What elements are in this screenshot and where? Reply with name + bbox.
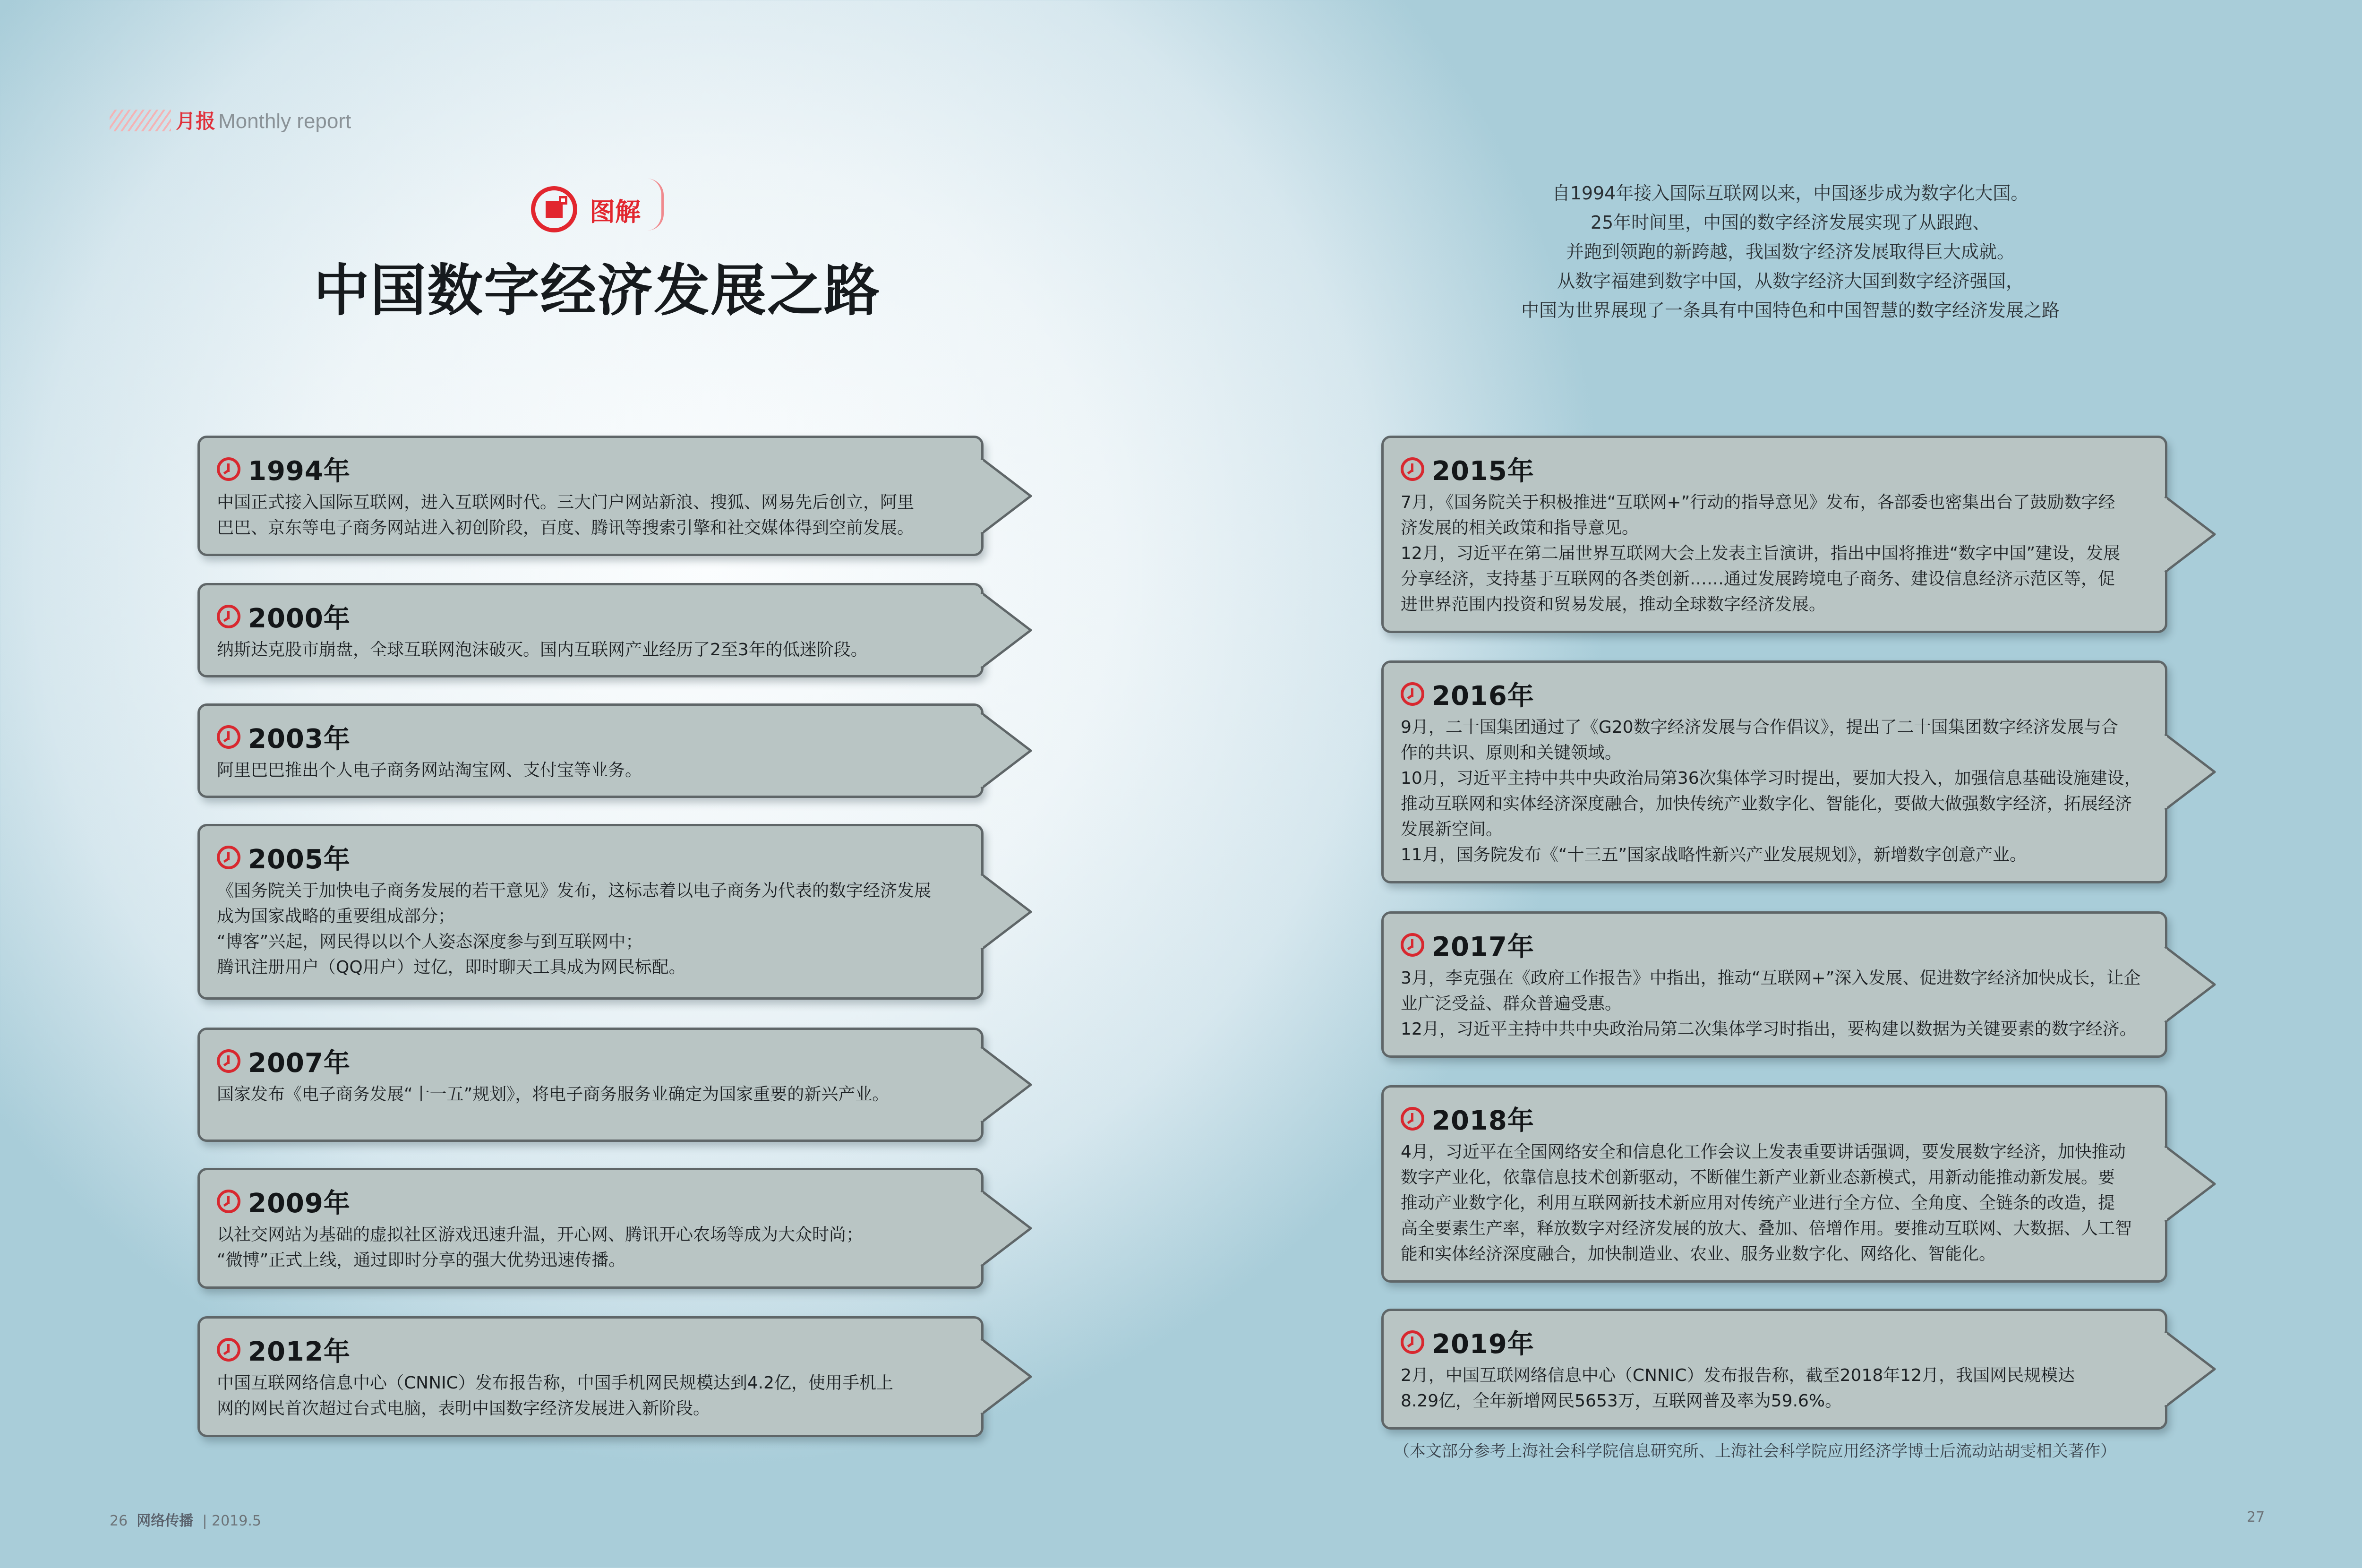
clock-icon (217, 605, 240, 628)
year-row (1401, 1100, 1534, 1138)
clock-icon (217, 1338, 240, 1362)
card-pointer-arrow (981, 1047, 1033, 1122)
timeline-card-2015 (1381, 436, 2167, 633)
event-description (217, 1222, 962, 1273)
event-line: 数字产业化，依靠信息技术创新驱动，不断催生新产业新业态新模式，用新动能推动新发展。要 (1401, 1168, 2115, 1187)
year-row (217, 1182, 351, 1220)
event-line: 中国互联网络信息中心（CNNIC）发布报告称，中国手机网民规模达到4.2亿，使用手机上 (217, 1373, 894, 1393)
infographic-icon (531, 186, 577, 232)
event-line: 国家发布《电子商务发展“十一五”规划》，将电子商务服务业确定为国家重要的新兴产业。 (217, 1085, 890, 1104)
card-pointer-arrow (981, 1339, 1033, 1414)
clock-icon (217, 725, 240, 749)
year-row (217, 718, 351, 756)
year-row (1401, 450, 1534, 488)
year-row (1401, 926, 1534, 964)
event-description (217, 758, 962, 783)
event-line: 发展新空间。 (1401, 820, 1503, 839)
event-line: 3月，李克强在《政府工作报告》中指出，推动“互联网+”深入发展、促进数字经济加快成长，让企 (1401, 968, 2141, 988)
timeline-card-2009 (197, 1168, 984, 1289)
card-pointer-arrow (981, 874, 1033, 950)
event-description (217, 1082, 962, 1107)
intro-line: 25年时间里，中国的数字经济发展实现了从跟跑、 (1590, 212, 1991, 233)
event-line: “博客”兴起，网民得以以个人姿态深度参与到互联网中； (217, 932, 643, 951)
event-line: 12月，习近平在第二届世界互联网大会上发表主旨演讲，指出中国将推进“数字中国”建设，发展 (1401, 544, 2121, 563)
event-description (1401, 490, 2146, 617)
event-line: 业广泛受益、群众普遍受惠。 (1401, 994, 1622, 1013)
year-label: 2007年 (248, 1048, 351, 1079)
clock-icon (217, 1049, 240, 1073)
event-line: 4月，习近平在全国网络安全和信息化工作会议上发表重要讲话强调，要发展数字经济，加快推动 (1401, 1142, 2126, 1162)
event-line: 推动产业数字化，利用互联网新技术新应用对传统产业进行全方位、全角度、全链条的改造，提 (1401, 1193, 2115, 1213)
event-line: 推动互联网和实体经济深度融合，加快传统产业数字化、智能化，要做大做强数字经济，拓展经济 (1401, 794, 2132, 814)
clock-icon (217, 846, 240, 869)
year-row (217, 450, 351, 488)
issue-number: 2019.5 (211, 1513, 261, 1529)
event-line: 以社交网站为基础的虚拟社区游戏迅速升温，开心网、腾讯开心农场等成为大众时尚； (217, 1225, 864, 1244)
event-line: 进世界范围内投资和贸易发展，推动全球数字经济发展。 (1401, 595, 1826, 614)
timeline-card-2016 (1381, 660, 2167, 883)
header-stripes (110, 110, 171, 131)
timeline-card-2003 (197, 703, 984, 798)
event-line: 网的网民首次超过台式电脑，表明中国数字经济发展进入新阶段。 (217, 1399, 710, 1418)
timeline-card-2007 (197, 1028, 984, 1142)
page-number-right: 27 (2247, 1509, 2265, 1525)
event-line: 阿里巴巴推出个人电子商务网站淘宝网、支付宝等业务。 (217, 761, 642, 780)
event-line: 巴巴、京东等电子商务网站进入初创阶段，百度、腾讯等搜索引擎和社交媒体得到空前发展。 (217, 518, 915, 538)
card-pointer-arrow (981, 1191, 1033, 1266)
intro-line: 自1994年接入国际互联网以来，中国逐步成为数字化大国。 (1552, 183, 2029, 204)
event-line: 济发展的相关政策和指导意见。 (1401, 518, 1639, 538)
year-row (1401, 1323, 1534, 1361)
event-description (1401, 966, 2146, 1042)
clock-icon (1401, 457, 1424, 481)
timeline-card-2000 (197, 583, 984, 677)
year-row (217, 1331, 351, 1369)
section-label-en: Monthly report (218, 110, 351, 133)
year-label: 2009年 (248, 1188, 351, 1219)
page-number-left: 26 (110, 1513, 128, 1529)
event-description (1401, 1363, 2146, 1414)
event-line: 能和实体经济深度融合，加快制造业、农业、服务业数字化、网络化、智能化。 (1401, 1244, 1996, 1264)
badge-label: 图解 (590, 197, 641, 227)
intro-line: 中国为世界展现了一条具有中国特色和中国智慧的数字经济发展之路 (1521, 300, 2060, 321)
timeline-card-1994 (197, 436, 984, 556)
intro-line: 从数字福建到数字中国，从数字经济大国到数字经济强国， (1557, 271, 2024, 291)
clock-icon (217, 1190, 240, 1213)
event-line: 中国正式接入国际互联网，进入互联网时代。三大门户网站新浪、搜狐、网易先后创立，阿里 (217, 493, 915, 512)
year-label: 2019年 (1432, 1329, 1534, 1360)
event-line: 分享经济，支持基于互联网的各类创新……通过发展跨境电子商务、建设信息经济示范区等，促 (1401, 569, 2115, 589)
event-description (1401, 1140, 2146, 1267)
event-line: 8.29亿，全年新增网民5653万，互联网普及率为59.6%。 (1401, 1391, 1842, 1411)
year-label: 2005年 (248, 844, 351, 875)
card-pointer-arrow (2165, 947, 2217, 1022)
timeline-card-2005 (197, 824, 984, 1000)
card-pointer-arrow (981, 592, 1033, 668)
year-row (217, 1042, 351, 1080)
card-pointer-arrow (981, 458, 1033, 534)
year-label: 2000年 (248, 603, 351, 634)
page-title: 中国数字经济发展之路 (314, 258, 881, 323)
year-label: 1994年 (248, 456, 351, 487)
event-line: 高全要素生产率，释放数字对经济发展的放大、叠加、倍增作用。要推动互联网、大数据、人工智 (1401, 1219, 2132, 1238)
card-pointer-arrow (981, 713, 1033, 788)
event-line: 腾讯注册用户（QQ用户）过亿，即时聊天工具成为网民标配。 (217, 958, 686, 977)
year-row (1401, 675, 1534, 713)
event-line: 作的共识、原则和关键领域。 (1401, 743, 1622, 763)
clock-icon (1401, 682, 1424, 706)
event-line: “微博”正式上线，通过即时分享的强大优势迅速传播。 (217, 1251, 626, 1270)
event-line: 《国务院关于加快电子商务发展的若干意见》发布，这标志着以电子商务为代表的数字经济发展 (217, 881, 932, 900)
year-label: 2016年 (1432, 681, 1534, 711)
clock-icon (1401, 933, 1424, 957)
event-line: 9月，二十国集团通过了《G20数字经济发展与合作倡议》，提出了二十国集团数字经济发展与合 (1401, 718, 2118, 737)
footnote: （本文部分参考上海社会科学院信息研究所、上海社会科学院应用经济学博士后流动站胡雯相关著作） (1394, 1442, 2116, 1461)
event-description (217, 490, 962, 541)
footer-left: 26 网络传播 | 2019.5 (110, 1513, 261, 1529)
timeline-card-2018 (1381, 1085, 2167, 1283)
year-label: 2018年 (1432, 1105, 1534, 1136)
card-pointer-arrow (2165, 497, 2217, 572)
intro-line: 并跑到领跑的新跨越，我国数字经济发展取得巨大成就。 (1566, 241, 2015, 262)
clock-icon (1401, 1107, 1424, 1131)
event-line: 2月，中国互联网络信息中心（CNNIC）发布报告称，截至2018年12月，我国网民规模达 (1401, 1366, 2075, 1385)
event-line: 12月，习近平主持中共中央政治局第二次集体学习时指出，要构建以数据为关键要素的数字经济。 (1401, 1020, 2137, 1039)
intro-paragraph (1464, 179, 2116, 325)
event-description (1401, 715, 2146, 868)
event-line: 7月，《国务院关于积极推进“互联网+”行动的指导意见》发布，各部委也密集出台了鼓励数字经 (1401, 493, 2115, 512)
year-label: 2003年 (248, 724, 351, 754)
event-line: 纳斯达克股市崩盘，全球互联网泡沫破灭。国内互联网产业经历了2至3年的低迷阶段。 (217, 640, 868, 660)
magazine-name: 网络传播 (137, 1513, 194, 1529)
year-label: 2015年 (1432, 456, 1534, 487)
event-description (217, 878, 962, 980)
timeline-card-2012 (197, 1316, 984, 1437)
event-description (217, 1371, 962, 1422)
event-line: 成为国家战略的重要组成部分； (217, 907, 455, 926)
section-label-cn: 月报 (176, 110, 216, 133)
card-pointer-arrow (2165, 734, 2217, 810)
timeline-card-2019 (1381, 1309, 2167, 1430)
section-label (176, 106, 351, 134)
timeline-card-2017 (1381, 911, 2167, 1058)
card-pointer-arrow (2165, 1331, 2217, 1407)
event-description (217, 637, 962, 663)
year-label: 2012年 (248, 1337, 351, 1367)
clock-icon (1401, 1330, 1424, 1354)
card-pointer-arrow (2165, 1146, 2217, 1222)
event-line: 10月，习近平主持中共中央政治局第36次集体学习时提出，要加大投入，加强信息基础设施建设， (1401, 769, 2141, 788)
clock-icon (217, 457, 240, 481)
year-label: 2017年 (1432, 932, 1534, 962)
badge-bracket-decoration (647, 179, 664, 231)
year-row (217, 839, 351, 876)
year-row (217, 598, 351, 635)
event-line: 11月，国务院发布《“十三五”国家战略性新兴产业发展规划》，新增数字创意产业。 (1401, 845, 2027, 865)
